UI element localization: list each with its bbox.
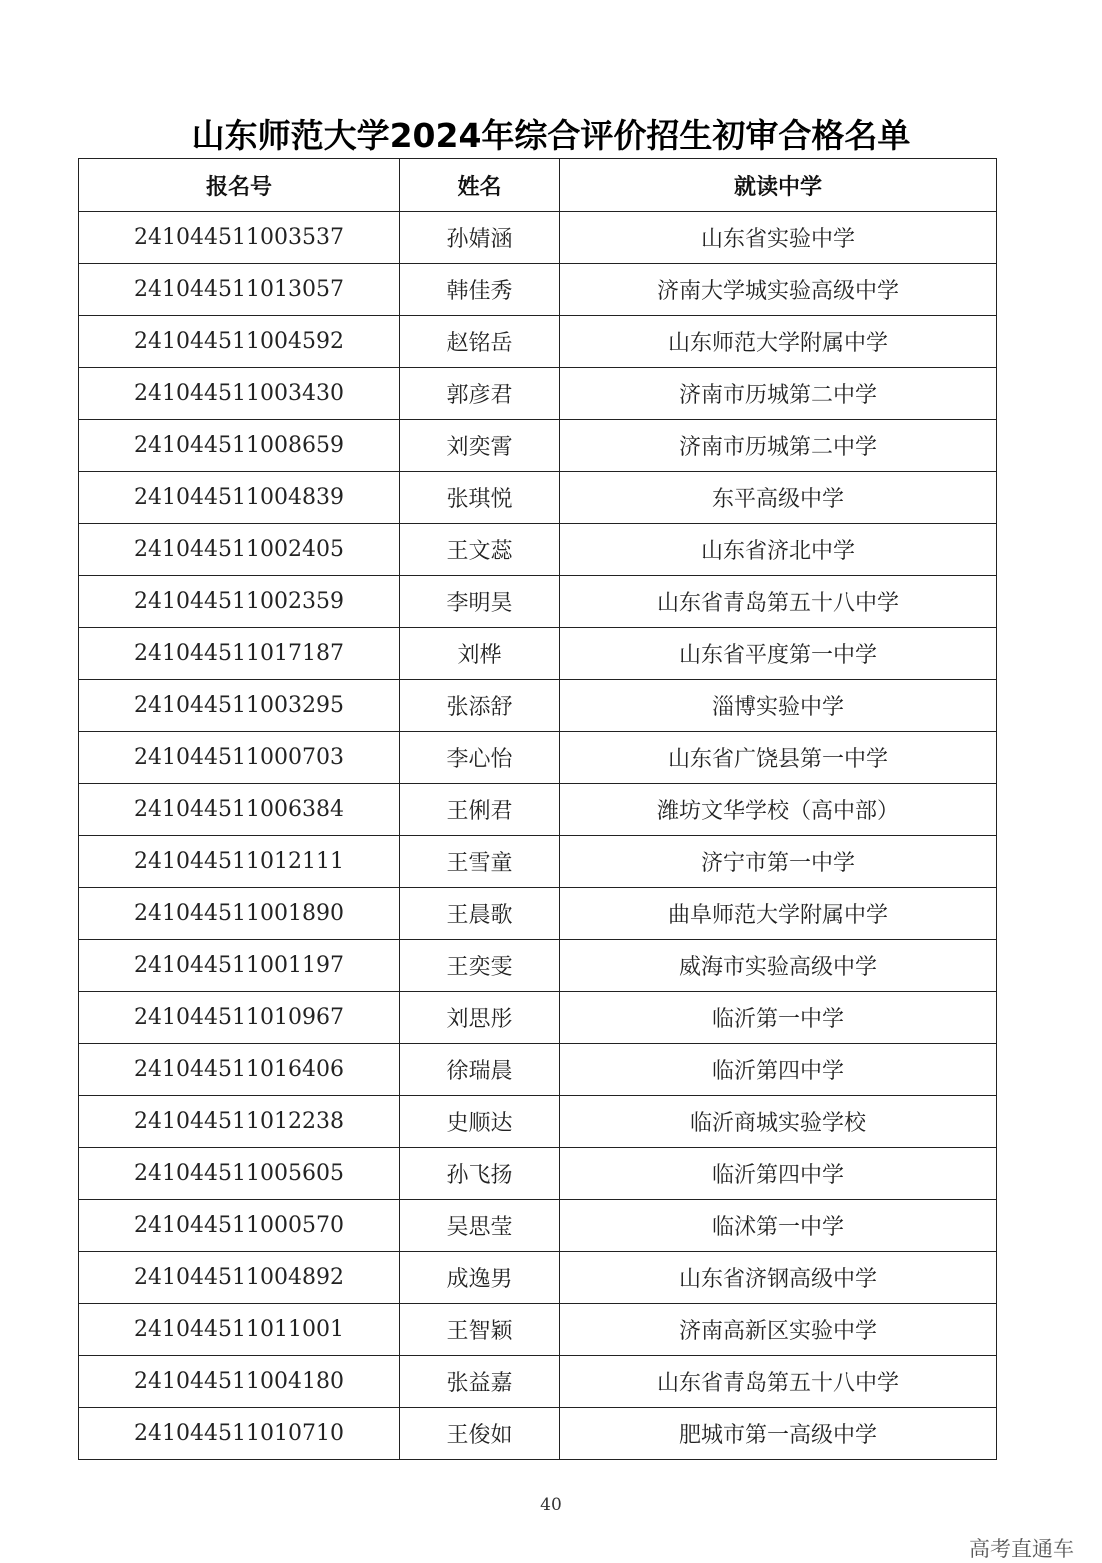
registration-number-cell: 241044511004839 (79, 472, 400, 524)
page-title: 山东师范大学2024年综合评价招生初审合格名单 (191, 116, 911, 155)
student-name-cell: 孙飞扬 (400, 1148, 560, 1200)
student-name-cell: 王智颖 (400, 1304, 560, 1356)
registration-number-cell: 241044511000703 (79, 732, 400, 784)
table-row (79, 732, 997, 784)
school-cell: 曲阜师范大学附属中学 (560, 888, 997, 940)
table-row (79, 784, 997, 836)
table-row (79, 576, 997, 628)
table-row (79, 628, 997, 680)
registration-number-cell: 241044511017187 (79, 628, 400, 680)
registration-number-cell: 241044511001197 (79, 940, 400, 992)
registration-number-cell: 241044511012238 (79, 1096, 400, 1148)
registration-number-cell: 241044511002359 (79, 576, 400, 628)
registration-number-cell: 241044511002405 (79, 524, 400, 576)
student-name-cell: 张添舒 (400, 680, 560, 732)
student-name-cell: 王晨歌 (400, 888, 560, 940)
registration-number-cell: 241044511016406 (79, 1044, 400, 1096)
student-name-cell: 郭彦君 (400, 368, 560, 420)
registration-number-cell: 241044511012111 (79, 836, 400, 888)
school-cell: 济南高新区实验中学 (560, 1304, 997, 1356)
table-row (79, 212, 997, 264)
student-name-cell: 成逸男 (400, 1252, 560, 1304)
table-row (79, 1356, 997, 1408)
registration-number-cell: 241044511004892 (79, 1252, 400, 1304)
watermark-text: 高考直通车 (969, 1537, 1074, 1561)
table-body (79, 212, 997, 1460)
school-cell: 山东省青岛第五十八中学 (560, 1356, 997, 1408)
table-row (79, 472, 997, 524)
school-cell: 临沂第四中学 (560, 1148, 997, 1200)
student-name-cell: 赵铭岳 (400, 316, 560, 368)
registration-number-cell: 241044511008659 (79, 420, 400, 472)
school-cell: 潍坊文华学校（高中部） (560, 784, 997, 836)
school-cell: 肥城市第一高级中学 (560, 1408, 997, 1460)
table-row (79, 316, 997, 368)
student-name-cell: 吴思莹 (400, 1200, 560, 1252)
registration-number-cell: 241044511003430 (79, 368, 400, 420)
school-cell: 济南市历城第二中学 (560, 368, 997, 420)
admission-list-table (78, 158, 997, 1460)
table-row (79, 1200, 997, 1252)
registration-number-cell: 241044511003537 (79, 212, 400, 264)
registration-number-cell: 241044511010710 (79, 1408, 400, 1460)
school-cell: 临沂商城实验学校 (560, 1096, 997, 1148)
table-row (79, 1304, 997, 1356)
student-name-cell: 王俊如 (400, 1408, 560, 1460)
student-name-cell: 张琪悦 (400, 472, 560, 524)
registration-number-cell: 241044511004592 (79, 316, 400, 368)
school-cell: 威海市实验高级中学 (560, 940, 997, 992)
student-name-cell: 张益嘉 (400, 1356, 560, 1408)
school-cell: 山东省济北中学 (560, 524, 997, 576)
student-name-cell: 李心怡 (400, 732, 560, 784)
registration-number-cell: 241044511004180 (79, 1356, 400, 1408)
student-name-cell: 韩佳秀 (400, 264, 560, 316)
table-row (79, 264, 997, 316)
table-row (79, 680, 997, 732)
table-row (79, 1148, 997, 1200)
header-school: 就读中学 (560, 159, 997, 212)
table-row (79, 1096, 997, 1148)
table-row (79, 1044, 997, 1096)
student-name-cell: 徐瑞晨 (400, 1044, 560, 1096)
school-cell: 山东省实验中学 (560, 212, 997, 264)
registration-number-cell: 241044511011001 (79, 1304, 400, 1356)
table-row (79, 420, 997, 472)
table-row (79, 940, 997, 992)
student-name-cell: 王雪童 (400, 836, 560, 888)
registration-number-cell: 241044511010967 (79, 992, 400, 1044)
header-registration-number: 报名号 (79, 159, 400, 212)
school-cell: 山东师范大学附属中学 (560, 316, 997, 368)
header-name: 姓名 (400, 159, 560, 212)
school-cell: 济南大学城实验高级中学 (560, 264, 997, 316)
student-name-cell: 王文蕊 (400, 524, 560, 576)
registration-number-cell: 241044511013057 (79, 264, 400, 316)
registration-number-cell: 241044511005605 (79, 1148, 400, 1200)
school-cell: 山东省青岛第五十八中学 (560, 576, 997, 628)
table-row (79, 992, 997, 1044)
school-cell: 淄博实验中学 (560, 680, 997, 732)
school-cell: 山东省济钢高级中学 (560, 1252, 997, 1304)
registration-number-cell: 241044511003295 (79, 680, 400, 732)
page-number: 40 (540, 1495, 562, 1515)
student-name-cell: 刘桦 (400, 628, 560, 680)
table-row (79, 888, 997, 940)
student-name-cell: 王奕雯 (400, 940, 560, 992)
student-name-cell: 李明昊 (400, 576, 560, 628)
table-row (79, 1408, 997, 1460)
student-name-cell: 孙婧涵 (400, 212, 560, 264)
student-name-cell: 王俐君 (400, 784, 560, 836)
student-name-cell: 刘奕霄 (400, 420, 560, 472)
school-cell: 临沂第一中学 (560, 992, 997, 1044)
school-cell: 山东省广饶县第一中学 (560, 732, 997, 784)
table-header-row (79, 159, 997, 212)
registration-number-cell: 241044511006384 (79, 784, 400, 836)
school-cell: 山东省平度第一中学 (560, 628, 997, 680)
school-cell: 临沭第一中学 (560, 1200, 997, 1252)
student-name-cell: 刘思彤 (400, 992, 560, 1044)
school-cell: 济宁市第一中学 (560, 836, 997, 888)
table-row (79, 368, 997, 420)
school-cell: 临沂第四中学 (560, 1044, 997, 1096)
table-row (79, 1252, 997, 1304)
table-row (79, 524, 997, 576)
school-cell: 东平高级中学 (560, 472, 997, 524)
registration-number-cell: 241044511000570 (79, 1200, 400, 1252)
student-name-cell: 史顺达 (400, 1096, 560, 1148)
school-cell: 济南市历城第二中学 (560, 420, 997, 472)
registration-number-cell: 241044511001890 (79, 888, 400, 940)
table-row (79, 836, 997, 888)
